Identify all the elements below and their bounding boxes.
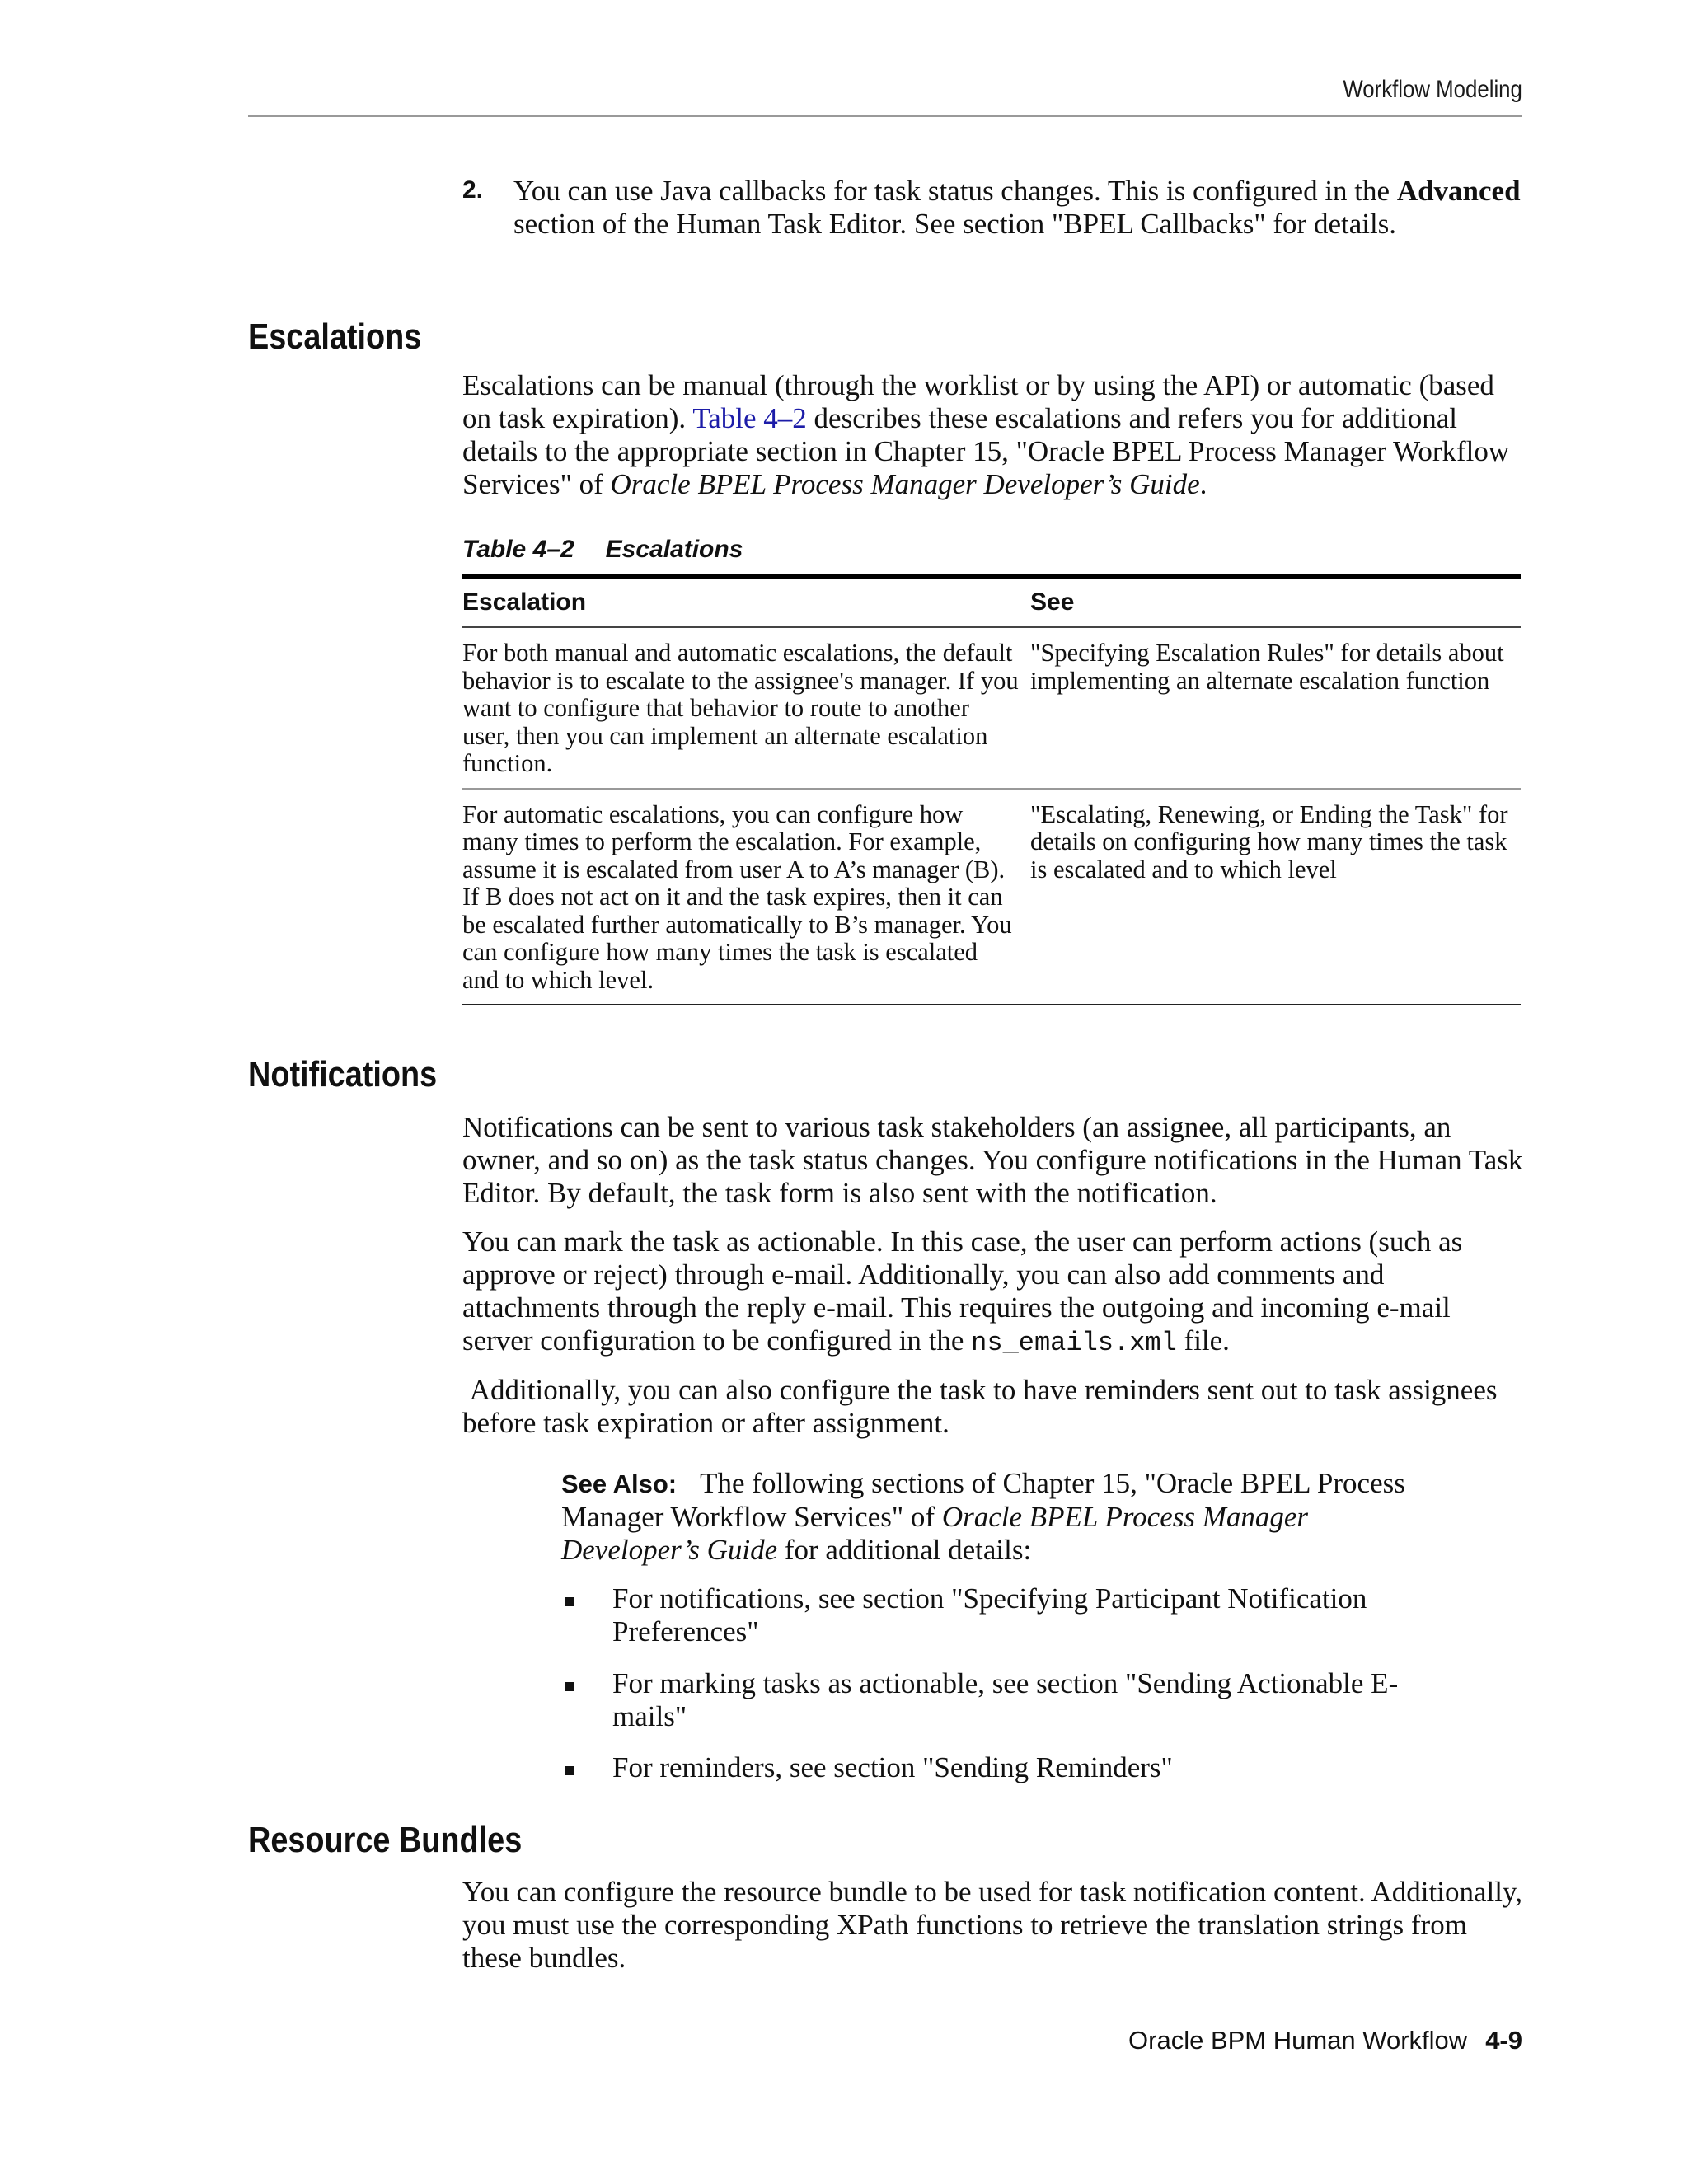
escalations-table <box>462 574 1521 1005</box>
see-also-text-start: The following sections of Chapter 15, "Oracle BPEL Process Manager Workflow Services" of <box>561 1467 1405 1533</box>
list-item <box>561 1582 1418 1648</box>
escalations-text-end: . <box>1199 468 1207 500</box>
see-also-text-end: for additional details: <box>777 1534 1032 1566</box>
table-4-2-link[interactable]: Table 4–2 <box>692 402 807 434</box>
header-divider <box>248 115 1522 117</box>
escalations-book-title: Oracle BPEL Process Manager Developer’s Guide <box>610 468 1200 500</box>
list-item-text-start: You can use Java callbacks for task status changes. This is configured in the <box>513 175 1397 207</box>
list-item <box>561 1667 1418 1733</box>
table-cell: "Escalating, Renewing, or Ending the Task" for details on configuring how many times the task is escalated and to which level <box>1030 789 1521 1005</box>
see-also-label: See Also: <box>561 1469 678 1498</box>
see-also-list <box>561 1751 1418 1784</box>
config-file-name: ns_emails.xml <box>971 1328 1177 1358</box>
footer-book-title: Oracle BPM Human Workflow <box>1128 2026 1468 2055</box>
notifications-p2-text-end: file. <box>1176 1324 1230 1357</box>
notifications-paragraph-3: Additionally, you can also configure the task to have reminders sent out to task assignees before task expiration or after assignment. <box>462 1374 1505 1439</box>
page-number: 4-9 <box>1485 2026 1522 2055</box>
list-item-bold-term: Advanced <box>1396 175 1521 207</box>
table-caption-title: Escalations <box>605 536 743 563</box>
table-caption <box>462 536 743 564</box>
page-footer <box>1128 2026 1522 2055</box>
running-header: Workflow Modeling <box>1343 76 1522 103</box>
heading-escalations: Escalations <box>248 316 422 357</box>
table-row <box>462 789 1521 1005</box>
list-item-number: 2. <box>462 176 484 204</box>
table-cell: "Specifying Escalation Rules" for details about implementing an alternate escalation function <box>1030 627 1521 789</box>
notifications-p2-text-start: You can mark the task as actionable. In this case, the user can perform actions (such as approve or reject) through e-mail. Additionally, you can also add comments and attachments through the reply e-mail. This requires the outgoing and incoming e-mail server configuration to be configured in the <box>462 1226 1463 1357</box>
column-header-see: See <box>1030 576 1521 627</box>
escalations-text-middle: describes these escalations and refers you for additional details to the appropriate section in Chapter 15, "Oracle BPEL Process Manager Workflow Services" of <box>462 402 1510 500</box>
escalations-text-start: Escalations can be manual (through the worklist or by using the API) or automatic (based on task expiration). <box>462 369 1494 434</box>
list-item-text <box>513 175 1526 241</box>
bullet-square-icon <box>565 1597 574 1606</box>
table-row <box>462 627 1521 789</box>
list-item-text: For marking tasks as actionable, see section "Sending Actionable E-mails" <box>612 1667 1399 1732</box>
numbered-list-item <box>462 175 1526 241</box>
see-also-note <box>561 1467 1418 1567</box>
list-item-text-end: section of the Human Task Editor. See section "BPEL Callbacks" for details. <box>513 208 1397 240</box>
table-cell: For automatic escalations, you can configure how many times to perform the escalation. For example, assume it is escalated from user A to A’s manager (B). If B does not act on it and the task expires, then it can be escalated further automatically to B’s manager. You can configure how many times the task is escalated and to which level. <box>462 789 1030 1005</box>
bullet-square-icon <box>565 1682 574 1691</box>
list-item-text: For reminders, see section "Sending Reminders" <box>612 1751 1173 1783</box>
notifications-paragraph-1: Notifications can be sent to various task stakeholders (an assignee, all participants, an owner, and so on) as the task status changes. You configure notifications in the Human Task Editor. By default, the task form is also sent with the notification. <box>462 1111 1523 1209</box>
heading-notifications: Notifications <box>248 1054 438 1094</box>
bullet-square-icon <box>565 1766 574 1775</box>
notifications-paragraph-2 <box>462 1226 1526 1360</box>
escalations-paragraph <box>462 369 1526 501</box>
table-cell: For both manual and automatic escalations, the default behavior is to escalate to the assignee's manager. If you want to configure that behavior to route to another user, then you can implement an alternate escalation function. <box>462 627 1030 789</box>
column-header-escalation: Escalation <box>462 576 1030 627</box>
table-caption-label: Table 4–2 <box>462 536 574 563</box>
list-item-text: For notifications, see section "Specifying Participant Notification Preferences" <box>612 1582 1367 1647</box>
resource-bundles-paragraph: You can configure the resource bundle to be used for task notification content. Additionally, you must use the corresponding XPath functions to retrieve the translation strings from these bundles. <box>462 1876 1522 1974</box>
see-also-list <box>561 1667 1418 1733</box>
see-also-list <box>561 1582 1418 1648</box>
see-also-book-title: Oracle BPEL Process Manager Developer’s Guide <box>561 1501 1309 1566</box>
table-header-row <box>462 576 1521 627</box>
heading-resource-bundles: Resource Bundles <box>248 1820 523 1860</box>
list-item <box>561 1751 1418 1784</box>
